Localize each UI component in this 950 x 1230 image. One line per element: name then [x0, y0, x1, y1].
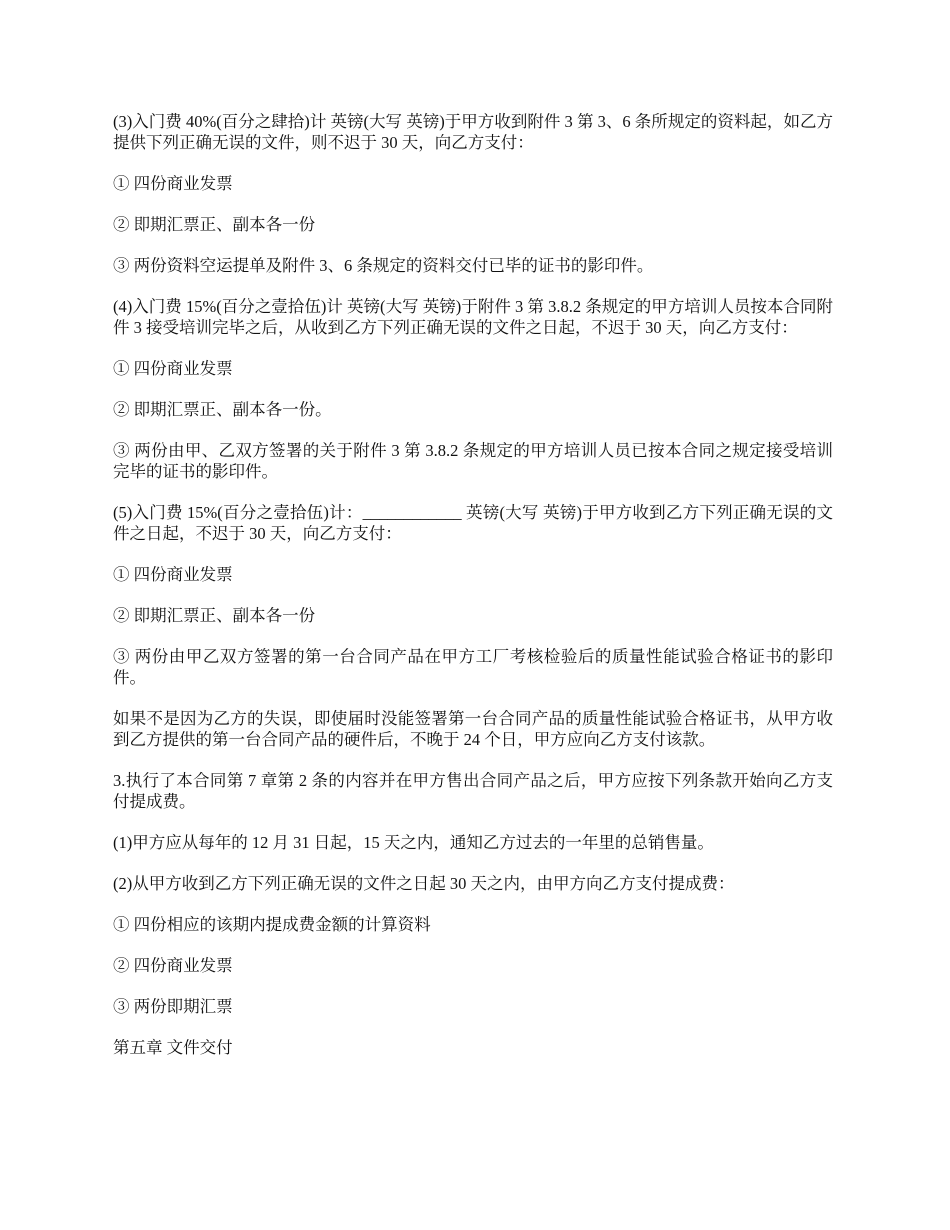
paragraph-payment-condition: 如果不是因为乙方的失误，即使届时没能签署第一台合同产品的质量性能试验合格证书，从甲方收到乙方提供的第一台合同产品的硬件后，不晚于 24 个日，甲方应向乙方支付该款。	[113, 709, 833, 749]
paragraph-entry-fee-4: (4)入门费 15%(百分之壹拾伍)计 英镑(大写 英镑)于附件 3 第 3.8.2 条规定的甲方培训人员按本合同附件 3 接受培训完毕之后，从收到乙方下列正确无误的文件之日起，不迟于 30 天，向乙方支付：	[113, 297, 833, 337]
list-item: ③ 两份即期汇票	[113, 997, 233, 1016]
document-body	[113, 111, 833, 1058]
list-item: ② 四份商业发票	[113, 956, 233, 975]
list-item: ① 四份商业发票	[113, 174, 233, 193]
list-item: ③ 两份资料空运提单及附件 3、6 条规定的资料交付已毕的证书的影印件。	[113, 256, 654, 275]
list-item: ② 即期汇票正、副本各一份。	[113, 400, 332, 419]
chapter-heading: 第五章 文件交付	[113, 1038, 233, 1057]
paragraph-royalty-2: (2)从甲方收到乙方下列正确无误的文件之日起 30 天之内，由甲方向乙方支付提成费：	[113, 874, 735, 893]
list-item: ① 四份商业发票	[113, 565, 233, 584]
list-item: ③ 两份由甲乙双方签署的第一台合同产品在甲方工厂考核检验后的质量性能试验合格证书的影印件。	[113, 647, 833, 687]
list-item: ② 即期汇票正、副本各一份	[113, 215, 316, 234]
paragraph-royalty-1: (1)甲方应从每年的 12 月 31 日起，15 天之内，通知乙方过去的一年里的总销售量。	[113, 833, 714, 852]
paragraph-royalty-clause: 3.执行了本合同第 7 章第 2 条的内容并在甲方售出合同产品之后，甲方应按下列条款开始向乙方支付提成费。	[113, 771, 833, 811]
list-item: ② 即期汇票正、副本各一份	[113, 606, 316, 625]
paragraph-entry-fee-5: (5)入门费 15%(百分之壹拾伍)计：____________ 英镑(大写 英镑)于甲方收到乙方下列正确无误的文件之日起，不迟于 30 天，向乙方支付：	[113, 503, 833, 543]
list-item: ① 四份相应的该期内提成费金额的计算资料	[113, 915, 431, 934]
list-item: ③ 两份由甲、乙双方签署的关于附件 3 第 3.8.2 条规定的甲方培训人员已按本合同之规定接受培训完毕的证书的影印件。	[113, 441, 833, 481]
paragraph-entry-fee-3: (3)入门费 40%(百分之肆拾)计 英镑(大写 英镑)于甲方收到附件 3 第 3、6 条所规定的资料起，如乙方提供下列正确无误的文件，则不迟于 30 天，向乙方支付：	[113, 112, 833, 152]
list-item: ① 四份商业发票	[113, 359, 233, 378]
